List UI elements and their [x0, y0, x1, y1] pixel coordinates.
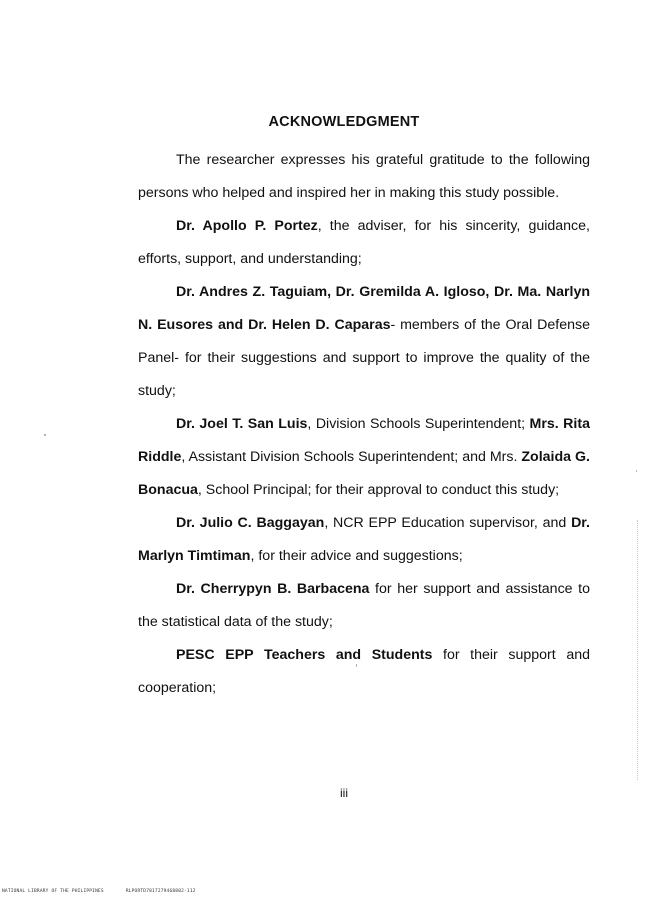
paragraph [138, 210, 590, 276]
person-name: Zolaida G. Bonacua [138, 449, 590, 498]
paragraph-text: , Division Schools Superintendent; [307, 416, 530, 432]
paragraph-text: , NCR EPP Education supervisor, and [324, 515, 572, 531]
paragraph [138, 639, 590, 705]
paragraph-text: , School Principal; for their approval to conduct this study; [197, 482, 560, 498]
paragraph-text: for their support and cooperation; [138, 647, 590, 696]
person-name: Dr. Joel T. San Luis [176, 416, 308, 432]
paragraph [138, 144, 590, 210]
paragraph-text: , for their advice and suggestions; [250, 548, 463, 564]
library-stamp [2, 889, 196, 894]
page-number: iii [340, 786, 348, 800]
person-name: Mrs. Rita Riddle [138, 416, 590, 465]
paragraph-text: The researcher expresses his grateful gratitude to the following persons who helped and inspired her in making this study possible. [138, 152, 590, 201]
paragraph [138, 408, 590, 507]
document-code: RLPORTD7817279468802-112 [125, 889, 196, 894]
acknowledgment-body [138, 144, 590, 705]
person-name: Dr. Marlyn Timtiman [138, 515, 590, 564]
scan-edge-marks [637, 520, 639, 780]
paragraph-text: for her support and assistance to the statistical data of the study; [138, 581, 590, 630]
scan-speck [356, 664, 357, 667]
scan-speck [44, 434, 46, 436]
paragraph-text: , the adviser, for his sincerity, guidance, efforts, support, and understanding; [138, 218, 590, 267]
scan-speck [636, 470, 637, 472]
paragraph-text: - members of the Oral Defense Panel- for their suggestions and support to improve the quality of the study; [138, 317, 590, 399]
paragraph [138, 507, 590, 573]
person-name: Dr. Apollo P. Portez [176, 218, 318, 234]
page-title: ACKNOWLEDGMENT [268, 114, 420, 130]
paragraph [138, 573, 590, 639]
person-name: Dr. Cherrypyn B. Barbacena [176, 581, 370, 597]
person-name: Dr. Julio C. Baggayan [176, 515, 325, 531]
person-name: Dr. Andres Z. Taguiam, Dr. Gremilda A. Igloso, Dr. Ma. Narlyn N. Eusores and Dr. Helen D. Caparas [138, 284, 590, 333]
library-name: NATIONAL LIBRARY OF THE PHILIPPINES [2, 889, 104, 894]
paragraph-text: , Assistant Division Schools Superintendent; and Mrs. [181, 449, 522, 465]
person-name: PESC EPP Teachers and Students [176, 647, 433, 663]
paragraph [138, 276, 590, 408]
